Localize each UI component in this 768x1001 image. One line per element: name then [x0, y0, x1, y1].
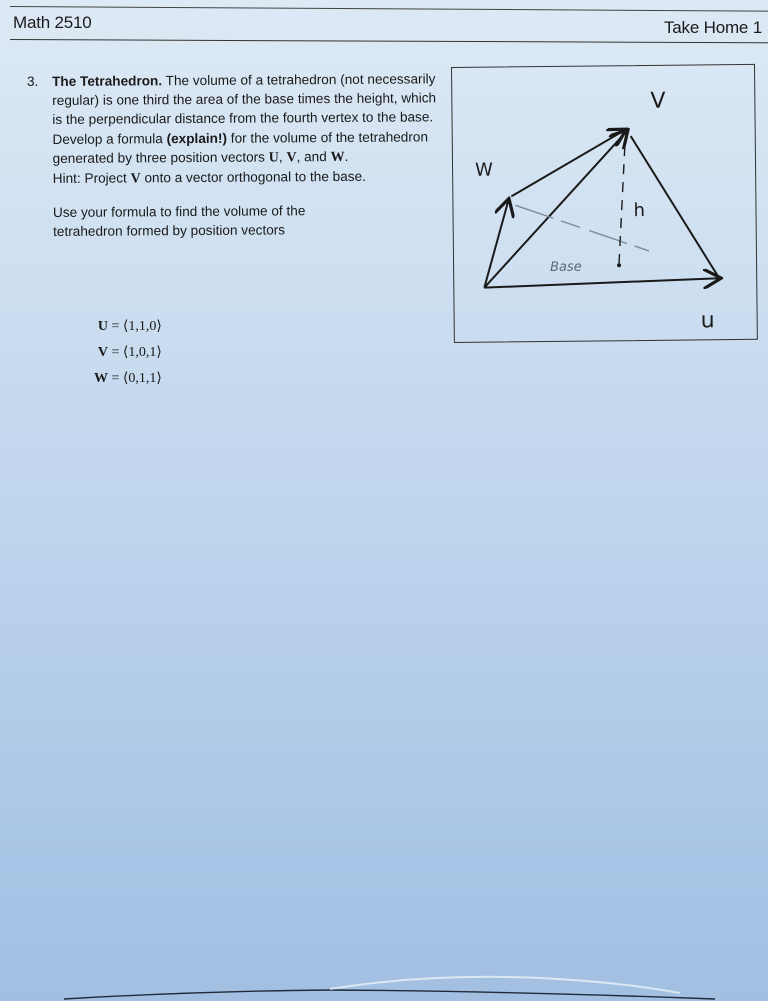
vector-label: V [97, 345, 108, 360]
problem-text-1: The volume of a tetrahedron (not necessarily regular) is one third the area of the base times the height, which is the perpendicular distance from the fourth vertex to the base. Develop a formula [52, 71, 437, 147]
vector-row-w [90, 366, 180, 392]
vector-w-symbol: W [330, 149, 345, 165]
vector-label: U [97, 319, 108, 334]
hint-prefix: Hint: Project [52, 170, 131, 187]
tetrahedron-sketch [452, 65, 757, 342]
assignment-title: Take Home 1 [664, 18, 762, 37]
problem-text-2: for the volume of the tetrahedron generated by three position vectors [52, 128, 429, 166]
header-rule-top [10, 6, 768, 12]
label-h: h [633, 199, 646, 222]
label-w: W [474, 159, 494, 181]
vector-value: = ⟨0,1,1⟩ [111, 371, 162, 386]
vector-u-symbol: U [268, 150, 279, 166]
height-line [618, 146, 626, 263]
vector-row-u [90, 314, 180, 340]
hint-suffix: onto a vector orthogonal to the base. [140, 168, 366, 186]
problem-part-2: Use your formula to find the volume of the tetrahedron formed by position vectors [52, 203, 306, 240]
tetrahedron-figure [451, 64, 758, 343]
vector-value: = ⟨1,0,1⟩ [111, 345, 162, 360]
vector-label: W [94, 371, 108, 386]
course-title: Math 2510 [13, 13, 92, 32]
vector-u-arrow [484, 278, 719, 287]
header-rule-bottom [10, 39, 768, 43]
problem-number: 3. [27, 74, 39, 89]
separator: , and [296, 148, 331, 165]
explain-emphasis: (explain!) [166, 130, 228, 146]
period: . [344, 148, 349, 164]
base-foot-point [617, 263, 621, 267]
separator: , [278, 149, 287, 165]
hint-vector: V [130, 171, 141, 187]
problem-title: The Tetrahedron. [52, 73, 163, 89]
label-u: u [700, 308, 715, 334]
label-v: V [650, 88, 666, 114]
vector-list [90, 314, 180, 392]
page-edge-curve [0, 960, 768, 1001]
vector-value: = ⟨1,1,0⟩ [111, 319, 162, 334]
vector-row-v [90, 340, 180, 366]
problem-statement [52, 69, 448, 241]
hidden-edge-w-u [515, 204, 648, 252]
edge-w-v [511, 130, 626, 196]
label-base: Base [550, 259, 582, 275]
problem-3 [27, 72, 447, 242]
vector-v-symbol: V [286, 150, 297, 166]
